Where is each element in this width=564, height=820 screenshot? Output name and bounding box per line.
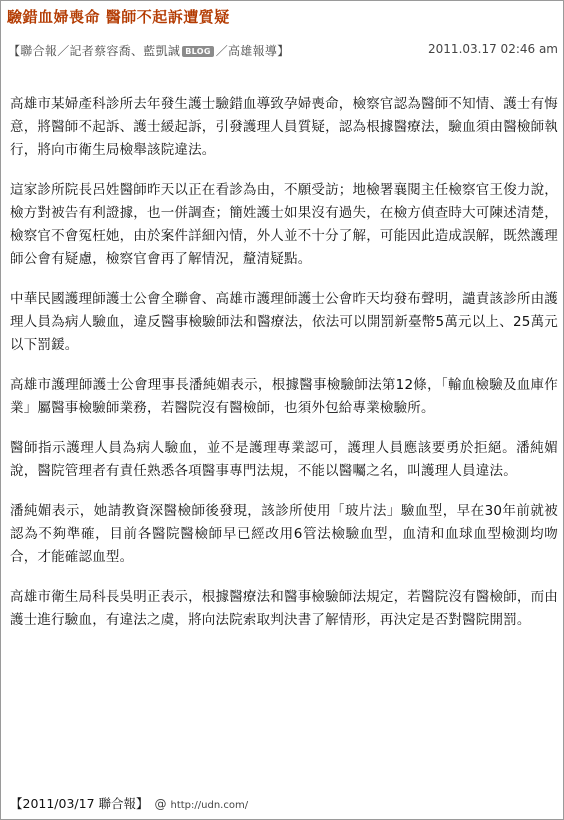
source-line xyxy=(10,794,248,812)
article-paragraph: 高雄市護理師護士公會理事長潘純媚表示，根據醫事檢驗師法第12條，「輸血檢驗及血庫作業」屬醫事檢驗師業務，若醫院沒有醫檢師，也須外包給專業檢驗所。 xyxy=(10,377,558,416)
at-icon: @ xyxy=(154,797,167,811)
byline-row xyxy=(8,40,558,60)
article-body xyxy=(10,93,558,649)
byline xyxy=(8,42,290,59)
source-label: 【2011/03/17 聯合報】 xyxy=(10,796,149,811)
article-paragraph: 高雄市某婦產科診所去年發生護士驗錯血導致孕婦喪命，檢察官認為醫師不知情、護士有悔意，將醫師不起訴、護士緩起訴，引發護理人員質疑，認為根據醫療法，驗血須由醫檢師執行，將向市衛生局檢舉該院違法。 xyxy=(10,96,558,158)
article-paragraph: 醫師指示護理人員為病人驗血，並不是護理專業認可，護理人員應該要勇於拒絕。潘純媚說，醫院管理者有責任熟悉各項醫事專門法規，不能以醫囑之名，叫護理人員違法。 xyxy=(10,440,558,479)
blog-badge[interactable]: BLOG xyxy=(182,46,213,57)
article-dateline: 2011.03.17 02:46 am xyxy=(428,42,558,56)
article-headline: 驗錯血婦喪命 醫師不起訴遭質疑 xyxy=(7,8,230,26)
byline-prefix: 【聯合報／記者蔡容喬、藍凱誠 xyxy=(8,44,181,58)
byline-suffix: ／高雄報導】 xyxy=(215,44,290,58)
article-paragraph: 高雄市衛生局科長吳明正表示，根據醫療法和醫事檢驗師法規定，若醫院沒有醫檢師，而由護士進行驗血，有違法之虞，將向法院索取判決書了解情形，再決定是否對醫院開罰。 xyxy=(10,589,558,628)
source-url-link[interactable]: http://udn.com/ xyxy=(170,800,249,811)
article-paragraph: 潘純媚表示，她請教資深醫檢師後發現，該診所使用「玻片法」驗血型，早在30年前就被認為不夠準確，目前各醫院醫檢師早已經改用6管法檢驗血型，血清和血球血型檢測均吻合，才能確認血型。 xyxy=(10,503,558,565)
article-paragraph: 中華民國護理師護士公會全聯會、高雄市護理師護士公會昨天均發布聲明，譴責該診所由護理人員為病人驗血，違反醫事檢驗師法和醫療法，依法可以開罰新臺幣5萬元以上、25萬元以下罰鍰。 xyxy=(10,291,558,353)
article-paragraph: 這家診所院長呂姓醫師昨天以正在看診為由，不願受訪；地檢署襄閱主任檢察官王俊力說，檢方對被告有利證據，也一併調查；簡姓護士如果沒有過失，在檢方偵查時大可陳述清楚，檢察官不會冤枉她，由於案件詳細內情，外人並不十分了解，可能因此造成誤解，既然護理師公會有疑慮，檢察官會再了解情況，釐清疑點。 xyxy=(10,182,558,267)
